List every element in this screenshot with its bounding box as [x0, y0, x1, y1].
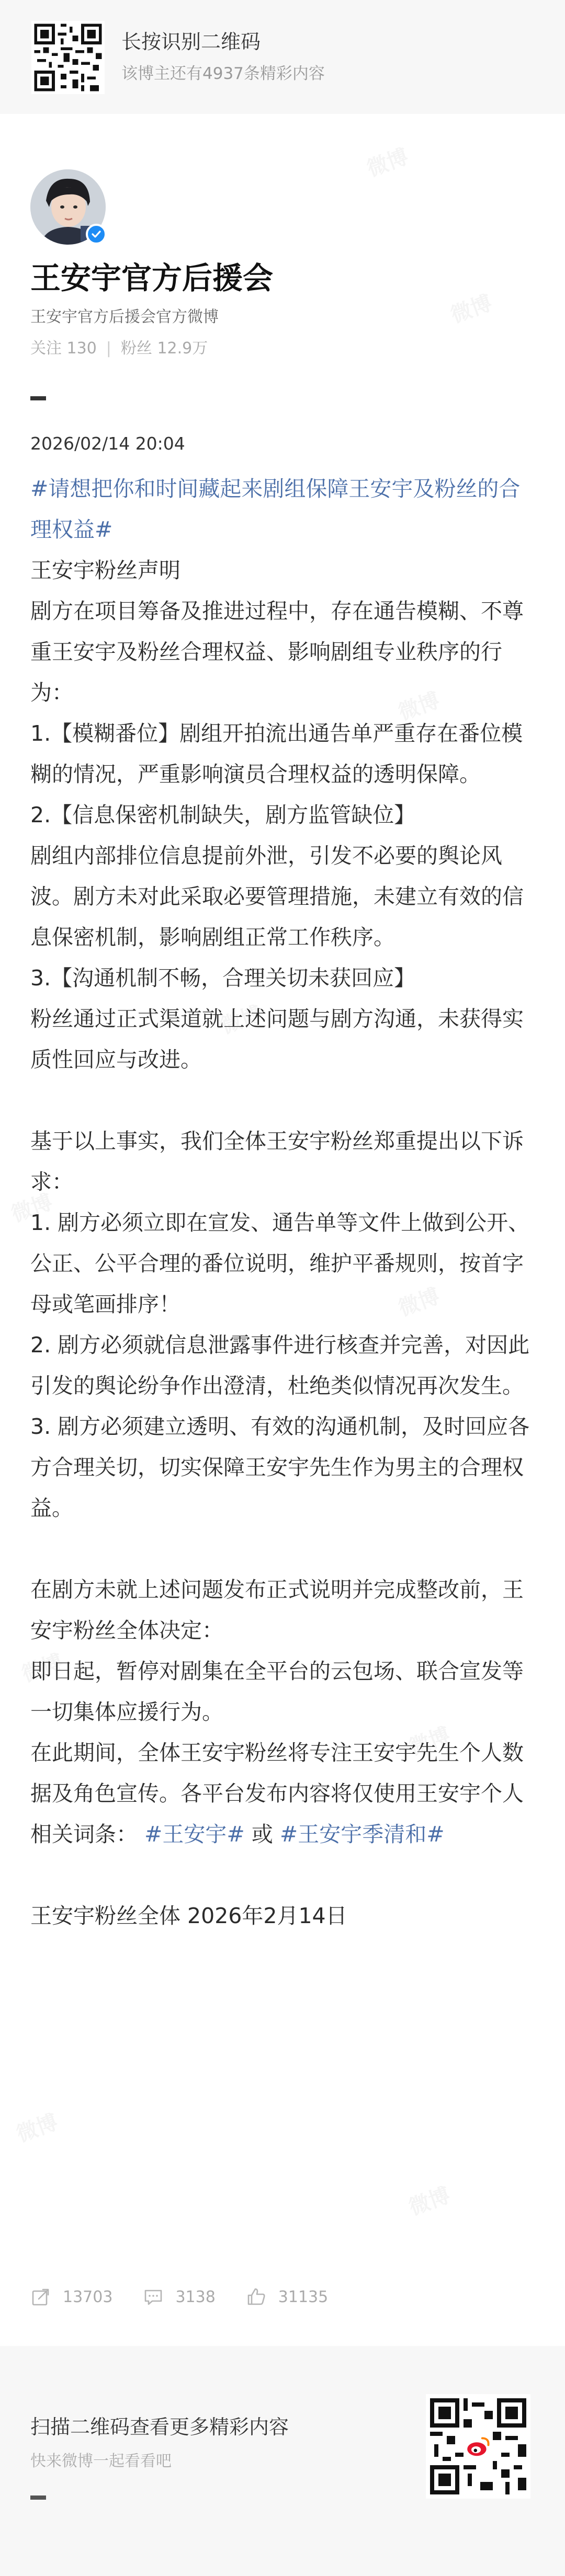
- share-icon: [30, 2286, 51, 2307]
- footer-subtitle: 快来微博一起看看吧: [30, 2452, 172, 2470]
- profile-name[interactable]: 王安宇官方后援会: [30, 260, 274, 296]
- followers-count[interactable]: 粉丝 12.9万: [120, 339, 208, 358]
- period-text-body: 在此期间，全体王安宇粉丝将专注王安宇先生个人数据及角色宣传。各平台发布内容将仅使用王安宇个人相关词条：: [30, 1740, 524, 1847]
- footer-title: 扫描二维码查看更多精彩内容: [30, 2416, 289, 2439]
- demand-2: 2. 剧方必须就信息泄露事件进行核查并完善，对因此引发的舆论纷争作出澄清，杜绝类似情况再次发生。: [30, 1332, 530, 1398]
- profile-description: 王安宇官方后援会官方微博: [30, 308, 219, 326]
- profile-stats: [30, 338, 208, 360]
- post-date: 2026/02/14 20:04: [30, 433, 185, 454]
- banner-subtitle: 该博主还有4937条精彩内容: [121, 64, 325, 83]
- point-1: 1.【模糊番位】剧组开拍流出通告单严重存在番位模糊的情况，严重影响演员合理权益的透明保障。: [30, 721, 523, 787]
- paragraph-gap: [30, 1855, 535, 1895]
- footer-qr-code[interactable]: [426, 2394, 530, 2499]
- paragraph-gap: [30, 1528, 535, 1569]
- or-word: 或: [251, 1822, 273, 1847]
- action-bar: [30, 2286, 358, 2307]
- watermark: [12, 2106, 62, 2148]
- decision-text: 即日起，暂停对剧集在全平台的云包场、联合宣发等一切集体应援行为。: [30, 1659, 524, 1724]
- like-button[interactable]: [246, 2286, 328, 2307]
- weibo-logo-icon: [465, 2433, 492, 2460]
- post-content: [30, 468, 535, 1936]
- following-count[interactable]: 关注 130: [30, 339, 97, 358]
- decision-intro: 在剧方未就上述问题发布正式说明并完成整改前，王安宇粉丝全体决定：: [30, 1577, 524, 1643]
- share-count: 13703: [63, 2287, 113, 2306]
- thumbs-up-icon: [246, 2286, 267, 2307]
- comment-icon: [143, 2286, 164, 2307]
- watermark: [446, 286, 496, 329]
- hashtag-link-1[interactable]: #王安宇#: [144, 1822, 245, 1847]
- period-text: [30, 1732, 535, 1855]
- banner-title: 长按识别二维码: [121, 30, 261, 53]
- point-2-title: 2.【信息保密机制缺失，剧方监管缺位】: [30, 802, 416, 827]
- point-3-body: 粉丝通过正式渠道就上述问题与剧方沟通，未获得实质性回应与改进。: [30, 1006, 524, 1072]
- hashtag-title-link[interactable]: #请想把你和时间藏起来剧组保障王安宇及粉丝的合理权益#: [30, 476, 521, 542]
- demand-3: 3. 剧方必须建立透明、有效的沟通机制，及时回应各方合理关切，切实保障王安宇先生作为男主的合理权益。: [30, 1414, 530, 1521]
- divider-bar: [30, 396, 46, 400]
- demand-1: 1. 剧方必须立即在宣发、通告单等文件上做到公开、公正、公平合理的番位说明，维护平番规则，按首字母或笔画排序！: [30, 1210, 530, 1317]
- footer-banner: [0, 2346, 565, 2576]
- verified-badge-icon: [86, 224, 107, 245]
- stats-divider: |: [106, 339, 111, 358]
- hashtag-link-2[interactable]: #王安宇季清和#: [279, 1822, 445, 1847]
- statement-heading: 王安宇粉丝声明: [30, 558, 180, 583]
- share-button[interactable]: [30, 2286, 112, 2307]
- paragraph-gap: [30, 1080, 535, 1121]
- qr-banner: [0, 0, 565, 114]
- comment-button[interactable]: [143, 2286, 215, 2307]
- point-3-title: 3.【沟通机制不畅，合理关切未获回应】: [30, 965, 416, 991]
- statement-intro: 剧方在项目筹备及推进过程中，存在通告模糊、不尊重王安宇及粉丝合理权益、影响剧组专业秩序的行为：: [30, 599, 524, 705]
- like-count: 31135: [278, 2287, 329, 2306]
- comment-count: 3138: [175, 2287, 216, 2306]
- signature: 王安宇粉丝全体 2026年2月14日: [30, 1903, 347, 1928]
- watermark: [363, 140, 412, 182]
- watermark: [404, 2179, 454, 2221]
- qr-code[interactable]: [31, 21, 105, 94]
- point-2-body: 剧组内部排位信息提前外泄，引发不必要的舆论风波。剧方未对此采取必要管理措施，未建立有效的信息保密机制，影响剧组正常工作秩序。: [30, 843, 524, 950]
- footer-divider-bar: [30, 2496, 46, 2500]
- demands-intro: 基于以上事实，我们全体王安宇粉丝郑重提出以下诉求：: [30, 1129, 524, 1194]
